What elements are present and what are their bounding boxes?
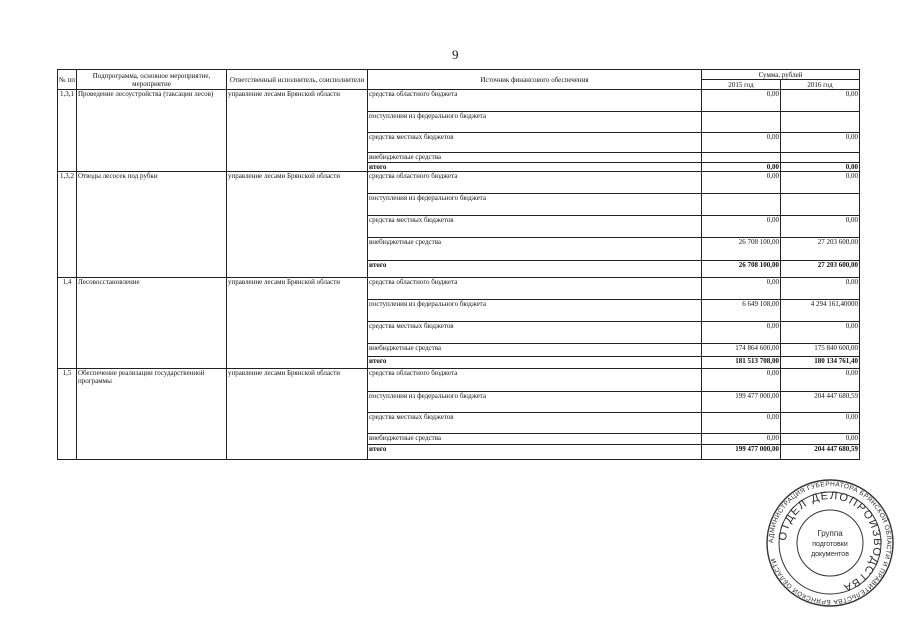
funding-source: итого	[368, 445, 702, 460]
stamp-ring-text: ОТДЕЛ ДЕЛОПРОИЗВОДСТВА	[776, 489, 884, 595]
header-2015: 2015 год	[702, 80, 781, 90]
funding-source: внебюджетные средства	[368, 434, 702, 445]
header-executor: Ответственный исполнитель, соисполнители	[227, 70, 368, 90]
amount-2015: 0,00	[702, 434, 781, 445]
stamp-outer-text: АДМИНИСТРАЦИЯ ГУБЕРНАТОРА БРЯНСКОЙ ОБЛАСТИ И ПРАВИТЕЛЬСТВА БРЯНСКОЙ ОБЛАСТИ	[767, 480, 893, 606]
table-row	[58, 90, 860, 112]
table-row	[58, 278, 860, 300]
funding-source: итого	[368, 357, 702, 369]
amount-2016	[781, 194, 860, 216]
executor-name: управление лесами Брянской области	[227, 172, 368, 278]
executor-name: управление лесами Брянской области	[227, 278, 368, 369]
amount-2015	[702, 194, 781, 216]
amount-2016: 0,00	[781, 90, 860, 112]
stamp-line-3: документов	[811, 551, 849, 558]
row-number: 1,3,1	[58, 90, 77, 172]
header-sum: Сумма, рублей	[702, 70, 860, 80]
header-program: Подпрограмма, основное мероприятие, мероприятие	[77, 70, 227, 90]
amount-2016: 4 294 161,40000	[781, 300, 860, 322]
funding-source: поступления из федерального бюджета	[368, 112, 702, 133]
amount-2015: 0,00	[702, 216, 781, 238]
program-name: Лесовосстановление	[77, 278, 227, 369]
amount-2015: 0,00	[702, 278, 781, 300]
funding-source: поступления из федерального бюджета	[368, 194, 702, 216]
funding-source: средства областного бюджета	[368, 278, 702, 300]
amount-2016: 175 840 600,00	[781, 344, 860, 357]
amount-2016: 204 447 680,59	[781, 392, 860, 413]
funding-source: внебюджетные средства	[368, 238, 702, 261]
header-num: № пп	[58, 70, 77, 90]
stamp-line-2: подготовки	[812, 541, 848, 548]
funding-source: средства местных бюджетов	[368, 413, 702, 434]
funding-source: внебюджетные средства	[368, 153, 702, 163]
amount-2015: 199 477 000,00	[702, 392, 781, 413]
amount-2016: 0,00	[781, 133, 860, 153]
amount-2016: 0,00	[781, 216, 860, 238]
amount-2016: 0,00	[781, 322, 860, 344]
amount-2015	[702, 112, 781, 133]
funding-source: средства местных бюджетов	[368, 322, 702, 344]
amount-2016: 0,00	[781, 434, 860, 445]
amount-2016: 0,00	[781, 369, 860, 392]
table-row	[58, 369, 860, 392]
table-body	[58, 90, 860, 460]
amount-2015: 26 708 100,00	[702, 261, 781, 278]
amount-2016	[781, 112, 860, 133]
header-2016: 2016 год	[781, 80, 860, 90]
row-number: 1,5	[58, 369, 77, 460]
funding-source: средства областного бюджета	[368, 90, 702, 112]
header-source: Источник финансового обеспечения	[368, 70, 702, 90]
page-number: 9	[452, 47, 459, 62]
funding-source: итого	[368, 163, 702, 172]
amount-2016: 0,00	[781, 163, 860, 172]
amount-2016	[781, 153, 860, 163]
financing-table	[57, 69, 860, 460]
amount-2016: 204 447 680,59	[781, 445, 860, 460]
amount-2015: 0,00	[702, 369, 781, 392]
funding-source: поступления из федерального бюджета	[368, 300, 702, 322]
stamp-seal-icon	[765, 478, 895, 608]
funding-source: итого	[368, 261, 702, 278]
amount-2016: 0,00	[781, 278, 860, 300]
amount-2016: 27 203 600,00	[781, 238, 860, 261]
executor-name: управление лесами Брянской области	[227, 90, 368, 172]
amount-2015: 0,00	[702, 163, 781, 172]
row-number: 1,4	[58, 278, 77, 369]
program-name: Обеспечение реализации государственной программы	[77, 369, 227, 460]
amount-2015: 0,00	[702, 172, 781, 194]
amount-2015: 199 477 000,00	[702, 445, 781, 460]
funding-source: средства местных бюджетов	[368, 216, 702, 238]
program-name: Отводы лесосек под рубки	[77, 172, 227, 278]
amount-2015: 0,00	[702, 90, 781, 112]
funding-source: средства местных бюджетов	[368, 133, 702, 153]
program-name: Проведение лесоустройства (таксации лесов)	[77, 90, 227, 172]
amount-2015: 0,00	[702, 322, 781, 344]
row-number: 1,3,2	[58, 172, 77, 278]
funding-source: средства областного бюджета	[368, 172, 702, 194]
stamp-line-1: Группа	[817, 529, 843, 538]
funding-source: поступления из федерального бюджета	[368, 392, 702, 413]
executor-name: управление лесами Брянской области	[227, 369, 368, 460]
table-row	[58, 172, 860, 194]
amount-2015: 0,00	[702, 413, 781, 434]
amount-2016: 27 203 600,00	[781, 261, 860, 278]
amount-2015: 26 708 100,00	[702, 238, 781, 261]
funding-source: средства областного бюджета	[368, 369, 702, 392]
amount-2016: 180 134 761,40	[781, 357, 860, 369]
funding-source: внебюджетные средства	[368, 344, 702, 357]
amount-2015	[702, 153, 781, 163]
amount-2015: 174 864 600,00	[702, 344, 781, 357]
amount-2016: 0,00	[781, 172, 860, 194]
amount-2015: 181 513 708,00	[702, 357, 781, 369]
amount-2015: 0,00	[702, 133, 781, 153]
amount-2015: 6 649 108,00	[702, 300, 781, 322]
amount-2016: 0,00	[781, 413, 860, 434]
